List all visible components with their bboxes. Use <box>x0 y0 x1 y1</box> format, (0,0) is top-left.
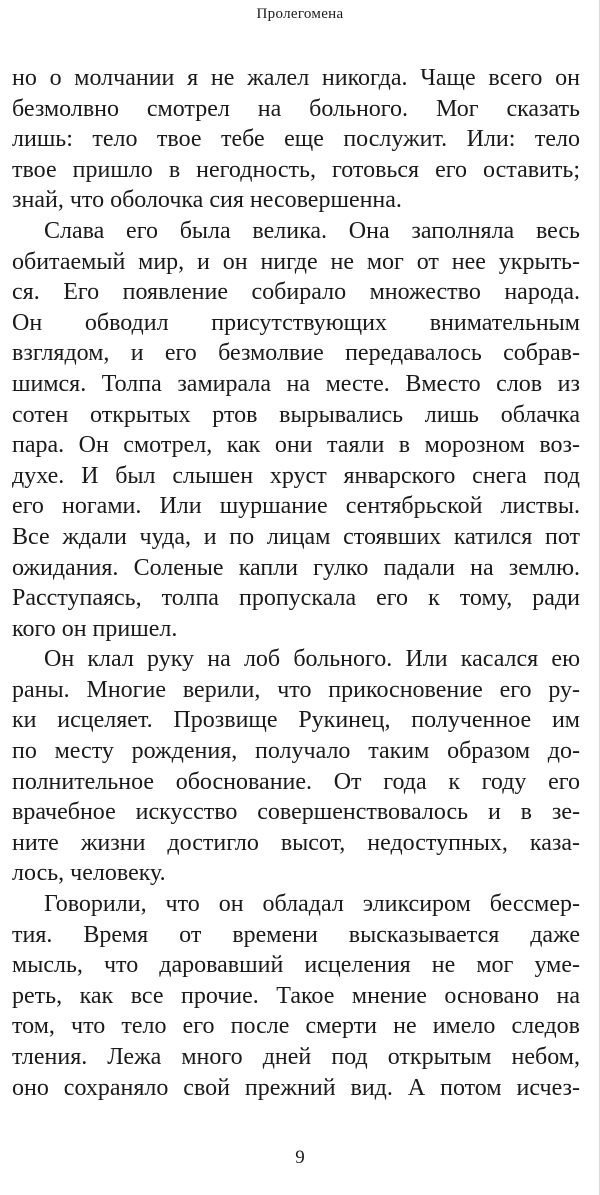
text-line: тления. Лежа много дней под открытым небом, <box>12 1044 580 1070</box>
text-line: оно сохраняло свой прежний вид. А потом исчез- <box>12 1074 580 1101</box>
text-line: по месту рождения, получало таким образом до- <box>12 738 580 765</box>
text-line: ки исцеляет. Прозвище Рукинец, полученное им <box>12 707 580 734</box>
text-line: духе. И был слышен хруст январского снега под <box>12 462 580 489</box>
text-line: ся. Его появление собирало множество народа. <box>12 279 580 306</box>
text-line: но о молчании я не жалел никогда. Чаще всего он <box>12 65 580 91</box>
text-line: Слава его была велика. Она заполняла весь <box>44 217 580 244</box>
text-line: том, что тело его после смерти не имело следов <box>12 1013 580 1040</box>
text-line: взглядом, и его безмолвие передавалось собрав- <box>12 340 580 367</box>
text-line: врачебное искусство совершенствовалось и в зе- <box>12 799 580 826</box>
paragraph-1 <box>12 63 580 216</box>
page-number: 9 <box>295 1147 305 1168</box>
text-line: Он клал руку на лоб больного. Или касался ею <box>44 646 580 673</box>
paragraph-4 <box>12 889 580 1103</box>
text-line: раны. Многие верили, что прикосновение его ру- <box>12 676 580 703</box>
text-line: кого он пришел. <box>12 615 178 642</box>
text-line: лось, человеку. <box>12 860 166 887</box>
text-line: сотен открытых ртов вырывались лишь облачка <box>12 401 580 428</box>
text-line: Он обводил присутствующих внимательным <box>12 309 580 336</box>
text-line: ните жизни достигло высот, недоступных, каза- <box>12 829 580 856</box>
text-line: полнительное обоснование. От года к году его <box>12 768 580 795</box>
text-line: пара. Он смотрел, как они таяли в морозном воз- <box>12 432 580 459</box>
text-line: мысль, что даровавший исцеления не мог уме- <box>12 952 580 979</box>
text-line: шимся. Толпа замирала на месте. Вместо слов из <box>12 370 580 397</box>
paragraph-2 <box>12 216 580 644</box>
text-line: лишь: тело твое тебе еще послужит. Или: тело <box>12 126 580 153</box>
text-line: Говорили, что он обладал эликсиром бессмер- <box>44 891 580 918</box>
text-line: его ногами. Или шуршание сентябрьской листвы. <box>12 493 580 520</box>
text-line: реть, как все прочие. Такое мнение основано на <box>12 982 580 1009</box>
text-line: ожидания. Соленые капли гулко падали на землю. <box>12 554 580 581</box>
text-line: твое пришло в негодность, готовься его оставить; <box>12 156 580 183</box>
running-head: Пролегомена <box>256 6 344 22</box>
text-line: безмолвно смотрел на больного. Мог сказать <box>12 95 580 122</box>
text-line: знай, что оболочка сия несовершенна. <box>12 187 402 214</box>
text-line: тия. Время от времени высказывается даже <box>12 921 580 948</box>
text-line: Все ждали чуда, и по лицам стоявших катился пот <box>12 523 580 550</box>
text-line: Расступаясь, толпа пропускала его к тому, ради <box>12 585 580 612</box>
body-text <box>12 63 580 1103</box>
paragraph-3 <box>12 644 580 889</box>
text-line: обитаемый мир, и он нигде не мог от нее укрыть- <box>12 248 580 275</box>
